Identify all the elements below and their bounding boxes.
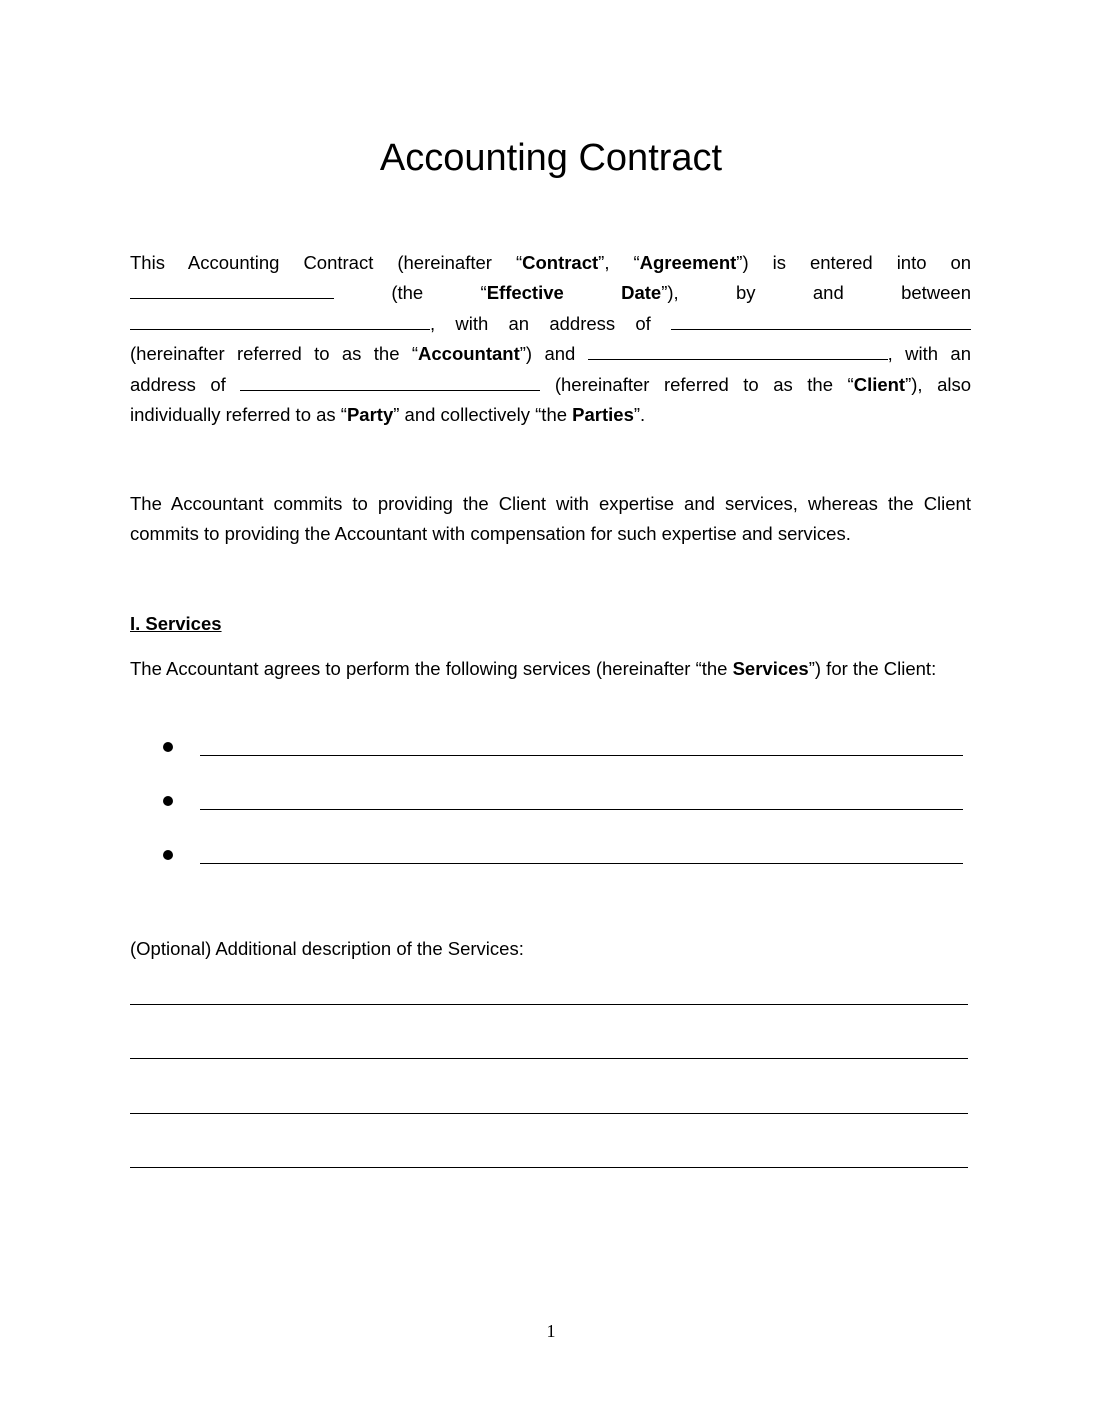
- term-date: Date: [621, 282, 662, 304]
- accountant-name-blank[interactable]: [130, 311, 430, 330]
- description-blank-3[interactable]: [130, 1113, 968, 1114]
- services-paragraph: The Accountant agrees to perform the following services (hereinafter “the Services”) for the Client:: [130, 658, 937, 679]
- intro-line-6: individually referred to as “Party” and collectively “the Parties”.: [130, 403, 646, 425]
- optional-description-label: (Optional) Additional description of the Services:: [130, 938, 524, 959]
- service-blank-1[interactable]: [200, 755, 963, 756]
- description-blank-1[interactable]: [130, 1004, 968, 1005]
- page-number: 1: [546, 1321, 556, 1341]
- service-blank-3[interactable]: [200, 863, 963, 864]
- intro-line-4: (hereinafter referred to as the “Accountant”) and , with an: [130, 343, 971, 365]
- description-blank-2[interactable]: [130, 1058, 968, 1059]
- term-services: Services: [732, 658, 809, 679]
- section-heading-services: I. Services: [130, 613, 222, 634]
- client-address-blank[interactable]: [240, 372, 540, 391]
- intro-line-1: This Accounting Contract (hereinafter “Contract”, “Agreement”) is entered into on: [130, 252, 972, 273]
- intro-line-3: , with an address of: [130, 309, 971, 339]
- bullet-icon: [163, 742, 173, 752]
- client-name-blank[interactable]: [588, 341, 888, 360]
- term-party: Party: [346, 403, 394, 425]
- term-effective: Effective: [486, 282, 564, 304]
- intro-line-2: (the “Effective Date”), by and between: [130, 278, 971, 308]
- term-contract: Contract: [522, 252, 599, 273]
- document-title: Accounting Contract: [379, 137, 723, 179]
- bullet-icon: [163, 850, 173, 860]
- term-parties: Parties: [572, 403, 634, 425]
- intro-paragraph: [130, 248, 971, 430]
- bullet-icon: [163, 796, 173, 806]
- intro-line-5: address of (hereinafter referred to as the “Client”), also: [130, 373, 972, 395]
- accountant-address-blank[interactable]: [671, 311, 971, 330]
- service-blank-2[interactable]: [200, 809, 963, 810]
- term-client: Client: [853, 373, 906, 395]
- term-agreement: Agreement: [639, 252, 737, 273]
- term-accountant: Accountant: [418, 343, 520, 365]
- service-item-3: [130, 841, 971, 871]
- service-item-2: [130, 787, 971, 817]
- service-item-1: [130, 733, 971, 763]
- effective-date-blank[interactable]: [130, 280, 334, 299]
- description-blank-4[interactable]: [130, 1167, 968, 1168]
- commitment-paragraph: The Accountant commits to providing the Client with expertise and services, whereas the Client commits to providing the Accountant with compensation for such expertise and services.: [130, 493, 971, 545]
